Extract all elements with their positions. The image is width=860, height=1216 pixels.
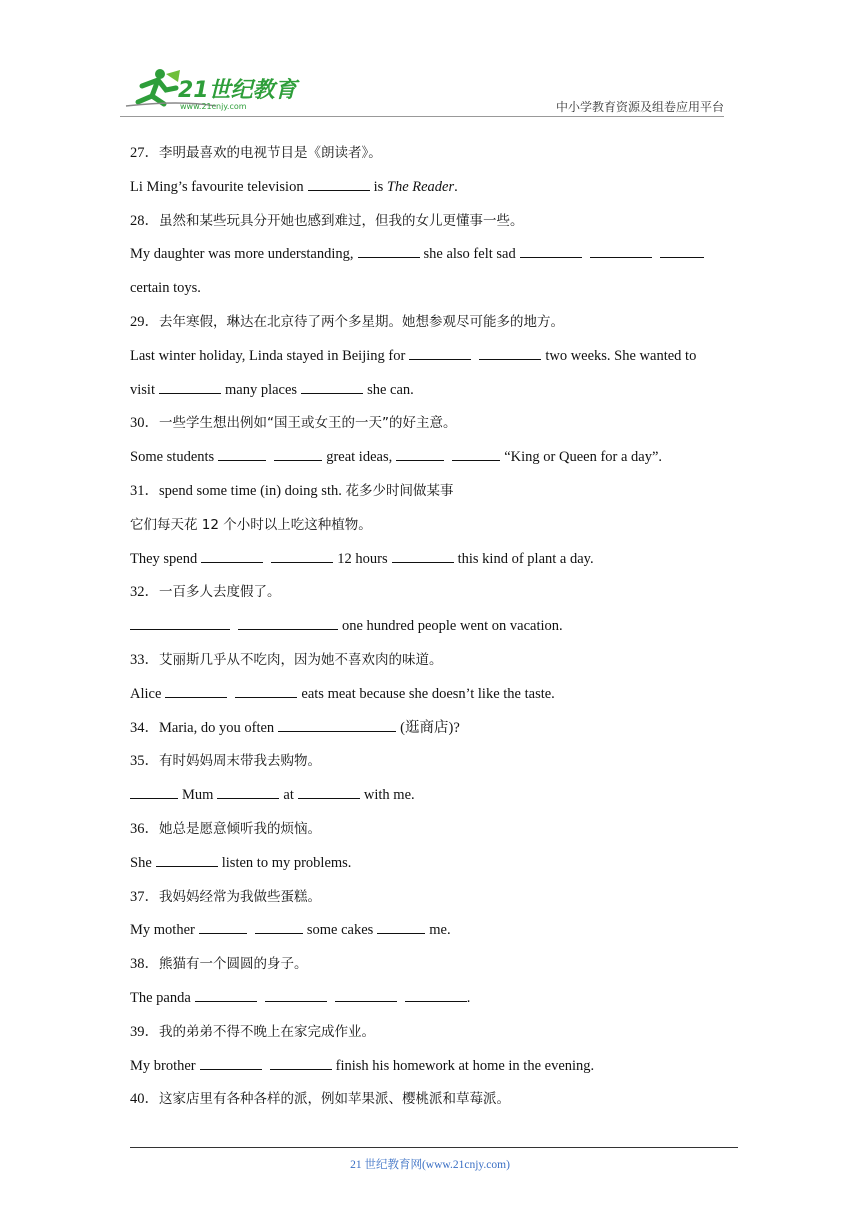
- answer-blank[interactable]: [308, 176, 370, 191]
- q31-prompt: 31．spend some time (in) doing sth. 花多少时间做某事: [130, 482, 454, 499]
- logo-title: 21世纪教育: [178, 78, 297, 103]
- answer-blank[interactable]: [165, 683, 227, 698]
- q32-sentence: one hundred people went on vacation.: [130, 613, 734, 647]
- q27-prompt: 27．李明最喜欢的电视节目是《朗读者》。: [130, 145, 382, 161]
- answer-blank[interactable]: [405, 987, 467, 1002]
- page-header: [120, 66, 724, 118]
- answer-blank[interactable]: [218, 446, 266, 461]
- answer-blank[interactable]: [201, 548, 263, 563]
- answer-blank[interactable]: [200, 1055, 262, 1070]
- q30-prompt: 30．一些学生想出例如“国王或女王的一天”的好主意。: [130, 415, 457, 432]
- answer-blank[interactable]: [271, 548, 333, 563]
- answer-blank[interactable]: [270, 1055, 332, 1070]
- answer-blank[interactable]: [265, 987, 327, 1002]
- q29-sentence-cont: visit many places she can.: [130, 377, 734, 411]
- q36-sentence: She listen to my problems.: [130, 850, 734, 884]
- answer-blank[interactable]: [590, 243, 652, 258]
- answer-blank[interactable]: [238, 615, 338, 630]
- brand-logo: [120, 66, 300, 114]
- q33-prompt: 33．艾丽斯几乎从不吃肉，因为她不喜欢肉的味道。: [130, 651, 443, 668]
- answer-blank[interactable]: [156, 852, 218, 867]
- answer-blank[interactable]: [130, 784, 178, 799]
- q35-sentence: Mum at with me.: [130, 782, 734, 816]
- platform-name: 中小学教育资源及组卷应用平台: [555, 100, 724, 114]
- answer-blank[interactable]: [301, 379, 363, 394]
- answer-blank[interactable]: [335, 987, 397, 1002]
- q31-sentence: They spend 12 hours this kind of plant a day.: [130, 546, 734, 580]
- answer-blank[interactable]: [298, 784, 360, 799]
- answer-blank[interactable]: [660, 243, 704, 258]
- q34-sentence: 34．Maria, do you often (逛商店)?: [130, 715, 734, 749]
- answer-blank[interactable]: [274, 446, 322, 461]
- q30-sentence: Some students great ideas, “King or Queen for a day”.: [130, 444, 734, 478]
- q39-prompt: 39．我的弟弟不得不晚上在家完成作业。: [130, 1023, 375, 1040]
- q28-sentence: My daughter was more understanding, she also felt sad: [130, 241, 734, 275]
- answer-blank[interactable]: [199, 919, 247, 934]
- header-divider: [120, 116, 724, 117]
- question-list: [130, 140, 734, 1120]
- logo-url: www.21cnjy.com: [180, 102, 247, 111]
- q36-prompt: 36．她总是愿意倾听我的烦恼。: [130, 820, 321, 837]
- q29-sentence: Last winter holiday, Linda stayed in Beijing for two weeks. She wanted to: [130, 343, 734, 377]
- runner-logo-icon: [120, 66, 300, 114]
- answer-blank[interactable]: [479, 345, 541, 360]
- q38-prompt: 38．熊猫有一个圆圆的身子。: [130, 956, 308, 973]
- q37-sentence: My mother some cakes me.: [130, 917, 734, 951]
- q35-prompt: 35．有时妈妈周末带我去购物。: [130, 753, 321, 770]
- answer-blank[interactable]: [130, 615, 230, 630]
- answer-blank[interactable]: [195, 987, 257, 1002]
- answer-blank[interactable]: [217, 784, 279, 799]
- q40-prompt: 40．这家店里有各种各样的派，例如苹果派、樱桃派和草莓派。: [130, 1091, 510, 1108]
- answer-blank[interactable]: [396, 446, 444, 461]
- q28-sentence-cont: certain toys.: [130, 280, 201, 297]
- q38-sentence: The panda .: [130, 985, 734, 1019]
- answer-blank[interactable]: [235, 683, 297, 698]
- q32-prompt: 32．一百多人去度假了。: [130, 584, 281, 601]
- answer-blank[interactable]: [377, 919, 425, 934]
- q33-sentence: Alice eats meat because she doesn’t like the taste.: [130, 681, 734, 715]
- q29-prompt: 29．去年寒假，琳达在北京待了两个多星期。她想参观尽可能多的地方。: [130, 313, 564, 330]
- answer-blank[interactable]: [255, 919, 303, 934]
- q39-sentence: My brother finish his homework at home in the evening.: [130, 1053, 734, 1087]
- answer-blank[interactable]: [520, 243, 582, 258]
- answer-blank[interactable]: [358, 243, 420, 258]
- footer-divider: [130, 1147, 738, 1148]
- q28-prompt: 28．虽然和某些玩具分开她也感到难过，但我的女儿更懂事一些。: [130, 212, 524, 229]
- q37-prompt: 37．我妈妈经常为我做些蛋糕。: [130, 888, 321, 905]
- answer-blank[interactable]: [159, 379, 221, 394]
- answer-blank[interactable]: [278, 717, 396, 732]
- footer-link[interactable]: 21 世纪教育网(www.21cnjy.com): [350, 1159, 510, 1171]
- answer-blank[interactable]: [392, 548, 454, 563]
- q31-cn: 它们每天花 12 个小时以上吃这种植物。: [130, 516, 372, 533]
- answer-blank[interactable]: [409, 345, 471, 360]
- q27-sentence: Li Ming’s favourite television is The Reader.: [130, 174, 734, 208]
- answer-blank[interactable]: [452, 446, 500, 461]
